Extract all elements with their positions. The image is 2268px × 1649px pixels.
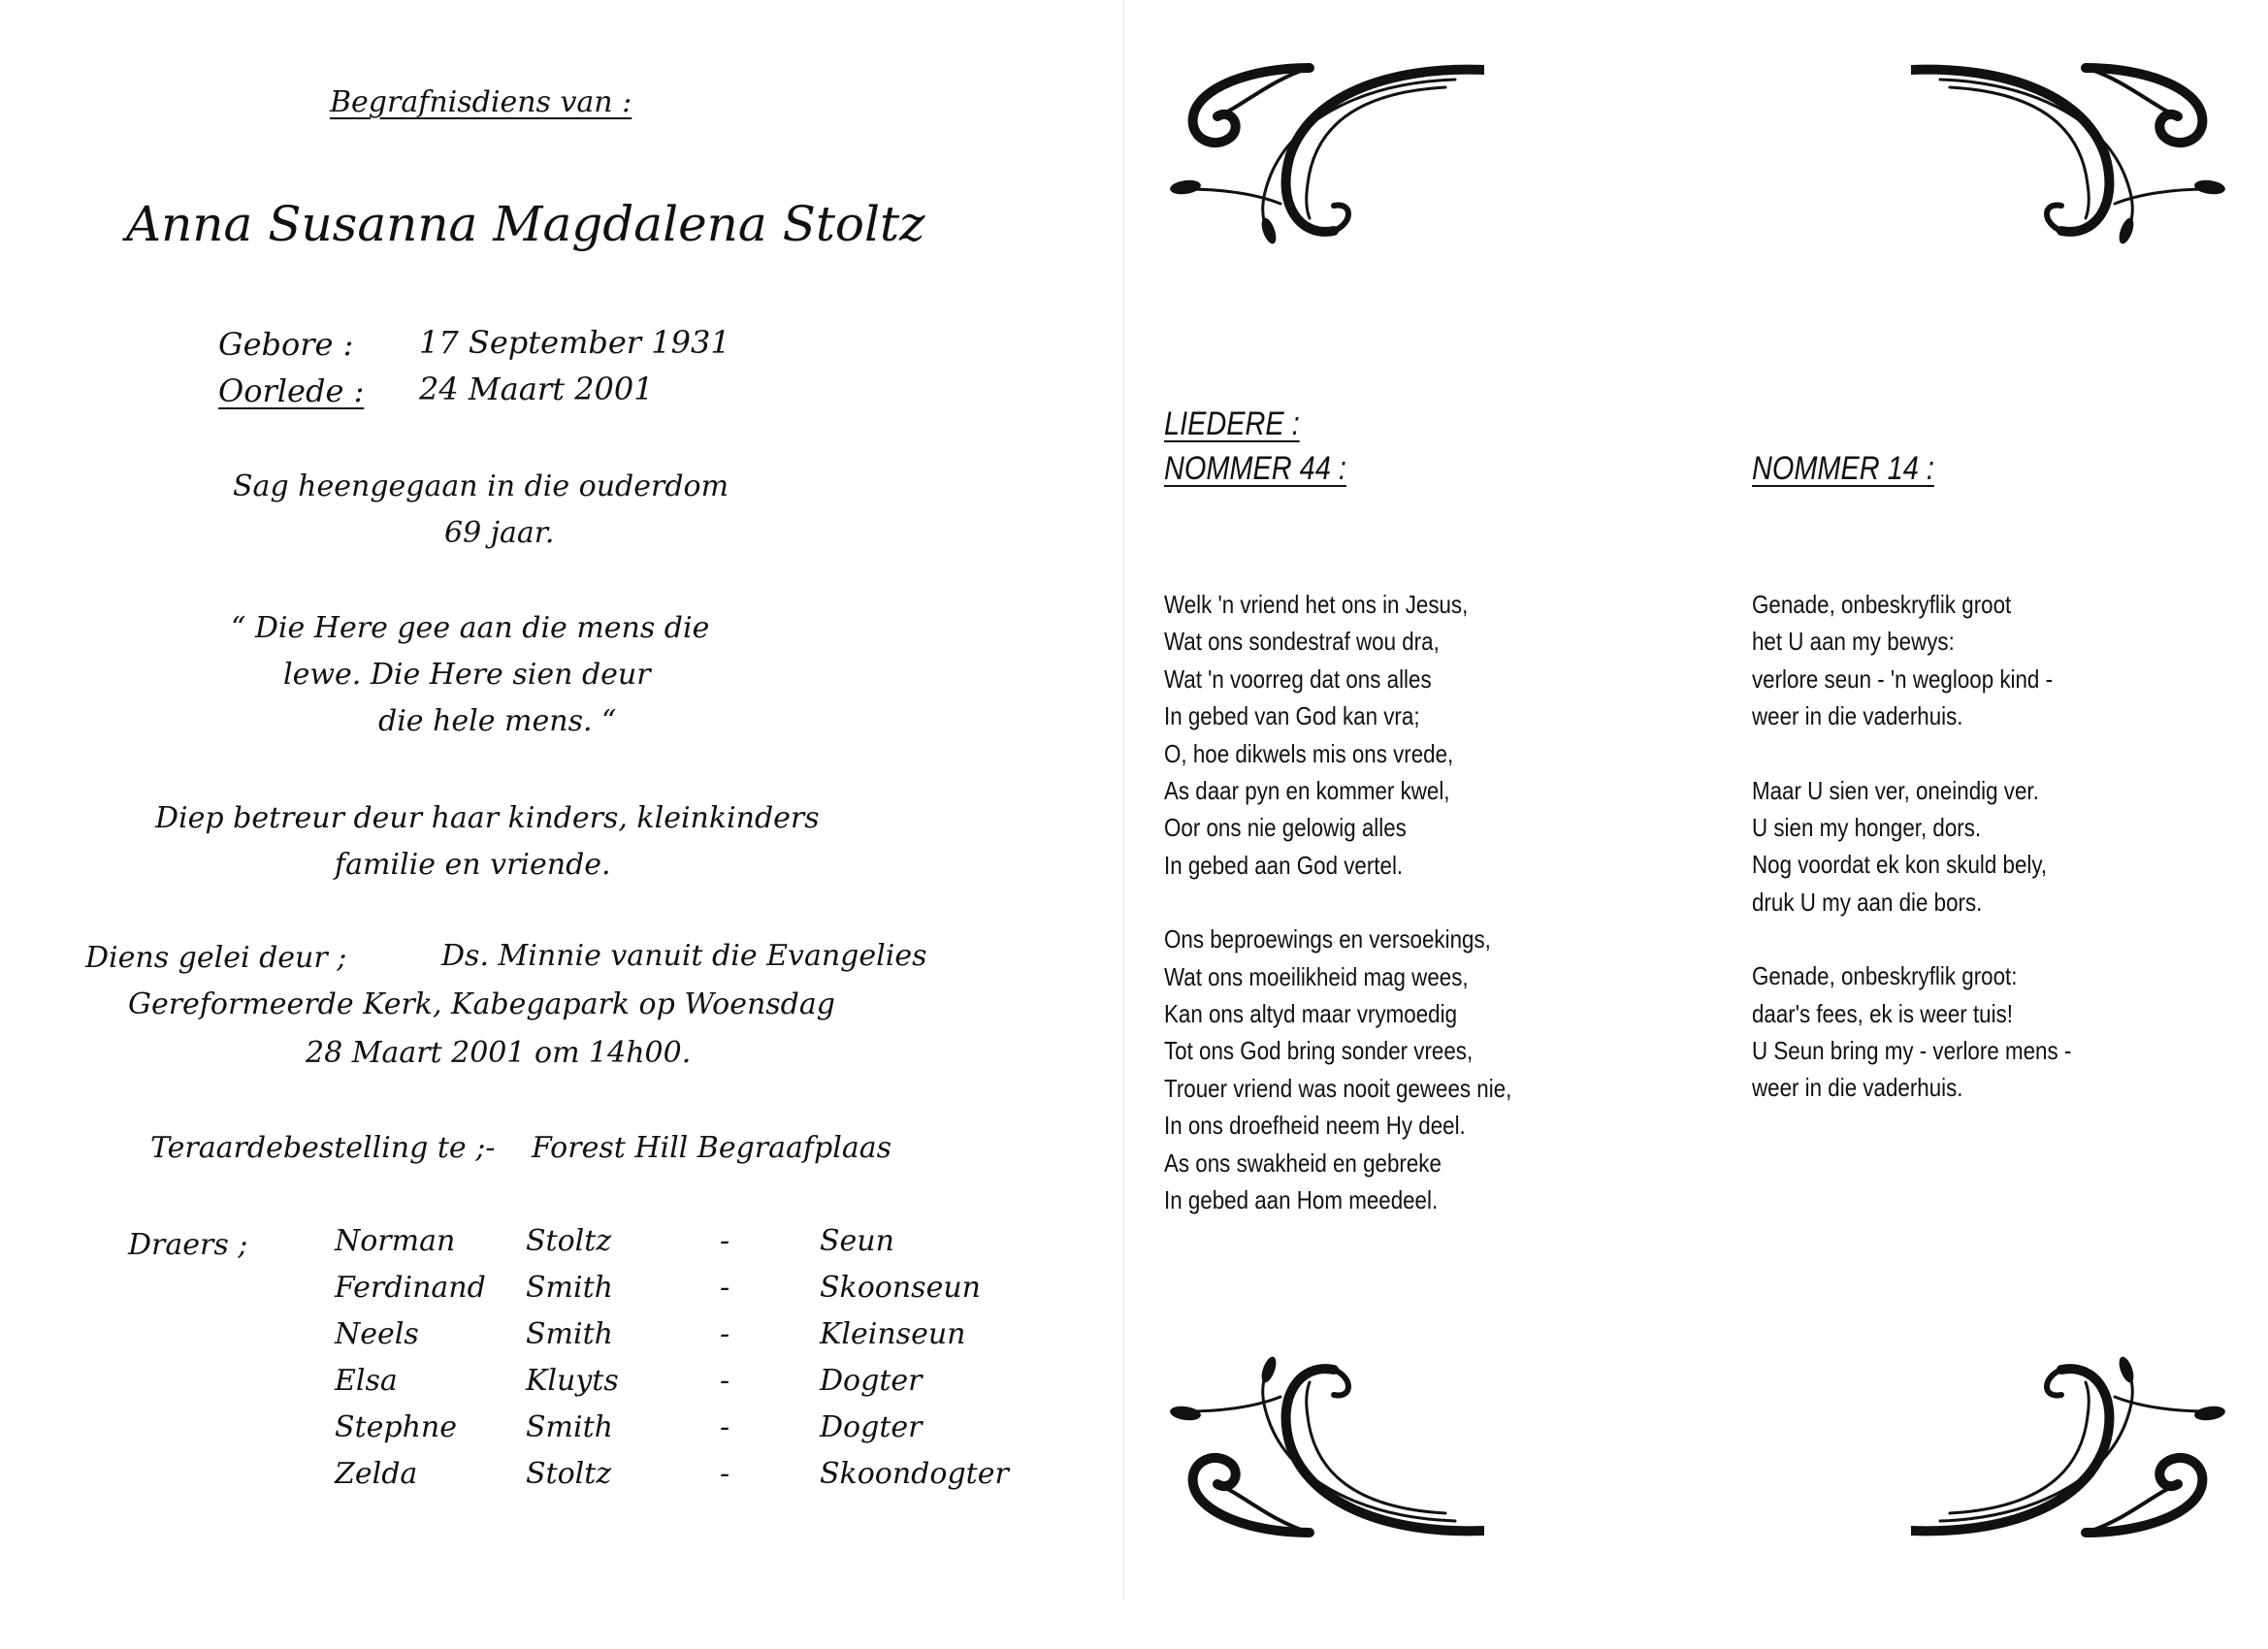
lyric-line: In gebed van God kan vra; [1164, 701, 1420, 731]
bearer-dash: - [720, 1364, 730, 1398]
lyric-line: Trouer vriend was nooit gewees nie, [1164, 1073, 1512, 1103]
songs-heading: LIEDERE : [1164, 405, 1300, 442]
lyric-line: Genade, onbeskryflik groot [1752, 590, 2012, 619]
lyric-line: Wat ons sondestraf wou dra, [1164, 627, 1440, 657]
lyric-line: Wat ons moeilikheid mag wees, [1164, 961, 1469, 991]
bearer-dash: - [720, 1410, 730, 1444]
service-title: Begrafnisdiens van : [330, 85, 632, 119]
bearer-last-name: Stoltz [526, 1457, 612, 1491]
died-date: 24 Maart 2001 [419, 371, 654, 407]
burial-place: Forest Hill Begraafplaas [532, 1131, 891, 1165]
stanza-break [1752, 921, 2071, 957]
stanza-break [1752, 735, 2071, 772]
bearer-first-name: Elsa [335, 1364, 398, 1398]
flourish-ornament-top-right [1911, 58, 2231, 252]
service-line-3: 28 Maart 2001 om 14h00. [306, 1036, 692, 1070]
lyric-line: O, hoe dikwels mis ons vrede, [1164, 738, 1454, 768]
bearer-first-name: Neels [335, 1317, 419, 1351]
age-line-1: Sag heengegaan in die ouderdom [233, 469, 729, 503]
lyric-line: Nog voordat ek kon skuld bely, [1752, 850, 2048, 880]
lyric-line: As daar pyn en kommer kwel, [1164, 776, 1450, 806]
lyric-line: Genade, onbeskryflik groot: [1752, 961, 2018, 991]
bearer-relation: Seun [820, 1224, 894, 1258]
bearer-dash: - [720, 1224, 730, 1258]
song-2-heading: NOMMER 14 : [1752, 450, 1934, 487]
quote-line-3: die hele mens. “ [378, 704, 617, 738]
born-label: Gebore : [218, 326, 354, 363]
flourish-ornament-bottom-left [1164, 1348, 1484, 1542]
born-date: 17 September 1931 [419, 324, 730, 361]
song-1-heading: NOMMER 44 : [1164, 450, 1346, 487]
song-2-lyrics [1752, 586, 2071, 1107]
lyric-line: Maar U sien ver, oneindig ver. [1752, 775, 2039, 805]
bearer-dash: - [720, 1271, 730, 1305]
bearer-last-name: Stoltz [526, 1224, 612, 1258]
bearer-first-name: Zelda [335, 1457, 418, 1491]
lyric-line: weer in die vaderhuis. [1752, 1073, 1963, 1103]
deceased-name: Anna Susanna Magdalena Stoltz [126, 196, 925, 252]
lyric-line: In gebed aan Hom meedeel. [1164, 1185, 1439, 1215]
bearer-last-name: Kluyts [526, 1364, 619, 1398]
lyric-line: weer in die vaderhuis. [1752, 701, 1963, 731]
flourish-ornament-top-left [1164, 58, 1484, 252]
service-line-2: Gereformeerde Kerk, Kabegapark op Woensdag [128, 987, 835, 1021]
right-page [1125, 0, 2268, 1649]
died-label: Oorlede : [218, 372, 365, 409]
bearer-last-name: Smith [526, 1410, 613, 1444]
age-line-2: 69 jaar. [444, 516, 555, 550]
bearer-first-name: Ferdinand [335, 1271, 486, 1305]
page-fold-divider [1123, 0, 1124, 1600]
lyric-line: het U aan my bewys: [1752, 627, 1955, 657]
mourned-line-1: Diep betreur deur haar kinders, kleinkinders [155, 801, 820, 835]
lyric-line: druk U my aan die bors. [1752, 887, 1983, 917]
lyric-line: Tot ons God bring sonder vrees, [1164, 1036, 1474, 1066]
lyric-line: U sien my honger, dors. [1752, 813, 1982, 843]
lyric-line: As ons swakheid en gebreke [1164, 1148, 1442, 1178]
lyric-line: verlore seun - 'n wegloop kind - [1752, 663, 2054, 694]
stanza-break [1164, 884, 1511, 921]
bearer-dash: - [720, 1317, 730, 1351]
bearers-label: Draers ; [128, 1228, 248, 1262]
lyric-line: Kan ons altyd maar vrymoedig [1164, 999, 1458, 1029]
lyric-line: In gebed aan God vertel. [1164, 850, 1404, 880]
quote-line-2: lewe. Die Here sien deur [283, 658, 651, 692]
quote-line-1: “ Die Here gee aan die mens die [231, 611, 710, 645]
bearer-first-name: Stephne [335, 1410, 457, 1444]
bearer-last-name: Smith [526, 1271, 613, 1305]
lyric-line: In ons droefheid neem Hy deel. [1164, 1111, 1466, 1141]
bearer-relation: Skoonseun [820, 1271, 981, 1305]
lyric-line: Welk 'n vriend het ons in Jesus, [1164, 590, 1469, 619]
bearer-relation: Skoondogter [820, 1457, 1009, 1491]
bearer-relation: Dogter [820, 1410, 923, 1444]
bearer-first-name: Norman [335, 1224, 456, 1258]
burial-label: Teraardebestelling te ;- [150, 1131, 496, 1165]
bearer-relation: Dogter [820, 1364, 923, 1398]
bearer-relation: Kleinseun [820, 1317, 966, 1351]
bearer-last-name: Smith [526, 1317, 613, 1351]
left-page [0, 0, 1125, 1649]
service-label: Diens gelei deur ; [85, 941, 347, 975]
lyric-line: daar's fees, ek is weer tuis! [1752, 998, 2013, 1028]
lyric-line: Oor ons nie gelowig alles [1164, 813, 1407, 843]
song-1-lyrics [1164, 586, 1511, 1219]
flourish-ornament-bottom-right [1911, 1348, 2231, 1542]
lyric-line: U Seun bring my - verlore mens - [1752, 1036, 2072, 1066]
bearer-dash: - [720, 1457, 730, 1491]
mourned-line-2: familie en vriende. [335, 848, 611, 882]
service-line-1: Ds. Minnie vanuit die Evangelies [441, 939, 927, 973]
lyric-line: Wat 'n voorreg dat ons alles [1164, 663, 1432, 694]
lyric-line: Ons beproewings en versoekings, [1164, 924, 1491, 954]
